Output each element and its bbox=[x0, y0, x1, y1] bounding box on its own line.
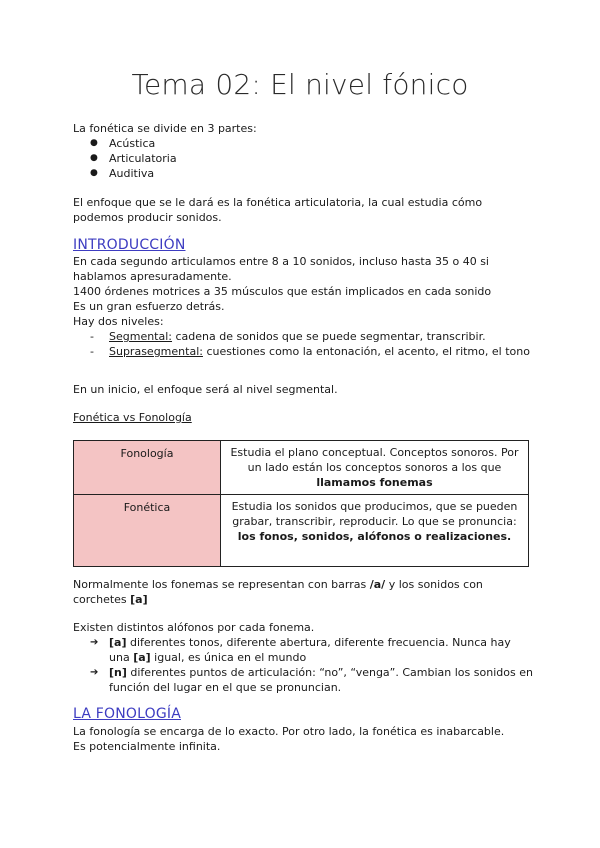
description-cell bbox=[221, 441, 529, 495]
section-heading-fonologia: LA FONOLOGÍA bbox=[73, 706, 181, 722]
level-text: cadena de sonidos que se puede segmentar, transcribir. bbox=[172, 330, 486, 343]
level-text: cuestiones como la entonación, el acento, el ritmo, el tono bbox=[202, 345, 530, 358]
text-line: La fonología se encarga de lo exacto. Por otro lado, la fonética es inabarcable. bbox=[73, 725, 505, 738]
text-line: Es potencialmente infinita. bbox=[73, 740, 221, 753]
item-text: diferentes tonos, diferente abertura, diferente frecuencia. Nunca hay una bbox=[109, 636, 511, 664]
intro-block bbox=[73, 121, 533, 181]
cell-text: Estudia el plano conceptual. Conceptos sonoros. Por un lado están los conceptos sonoros a los que bbox=[230, 446, 519, 474]
list-item: ● Auditiva bbox=[73, 166, 533, 181]
sound-symbol: [a] bbox=[109, 636, 127, 649]
allophones-lead: Existen distintos alófonos por cada fonema. bbox=[73, 621, 315, 634]
term-cell: Fonología bbox=[74, 441, 221, 495]
parts-list bbox=[73, 136, 533, 181]
focus-paragraph bbox=[73, 195, 533, 225]
sound-symbol: [a] bbox=[130, 593, 148, 606]
cell-text: Estudia los sonidos que producimos, que se pueden grabar, transcribir, reproducir. Lo que se pronuncia: bbox=[231, 500, 518, 528]
notation-text: y los sonidos con bbox=[385, 578, 483, 591]
list-item bbox=[73, 635, 533, 665]
allophones-block bbox=[73, 620, 533, 695]
text-line: 1400 órdenes motrices a 35 músculos que están implicados en cada sonido bbox=[73, 285, 492, 298]
list-item bbox=[73, 344, 533, 359]
text-line: podemos producir sonidos. bbox=[73, 211, 222, 224]
list-item bbox=[73, 329, 533, 344]
section-heading-introduccion: INTRODUCCIÓN bbox=[73, 237, 186, 253]
cell-bold-text: los fonos, sonidos, alófonos o realizaciones. bbox=[237, 530, 512, 543]
allophones-list bbox=[73, 635, 533, 695]
levels-list bbox=[73, 329, 533, 359]
text-line bbox=[73, 592, 533, 607]
phoneme-symbol: /a/ bbox=[369, 578, 386, 591]
page-title: Tema 02: El nivel fónico bbox=[131, 68, 469, 101]
list-item: ● Articulatoria bbox=[73, 151, 533, 166]
text-line: Hay dos niveles: bbox=[73, 315, 164, 328]
table-row bbox=[74, 441, 529, 495]
cell-bold-text: llamamos fonemas bbox=[316, 476, 433, 489]
term-cell: Fonética bbox=[74, 495, 221, 567]
text-line: Es un gran esfuerzo detrás. bbox=[73, 300, 225, 313]
level-term: Suprasegmental: bbox=[109, 345, 203, 358]
sound-symbol: [a] bbox=[133, 651, 151, 664]
table-row bbox=[74, 495, 529, 567]
description-cell bbox=[221, 495, 529, 567]
text-line bbox=[73, 577, 533, 592]
item-text: igual, es única en el mundo bbox=[150, 651, 307, 664]
text-line: En un inicio, el enfoque será al nivel segmental. bbox=[73, 383, 338, 396]
text-line: En cada segundo articulamos entre 8 a 10 sonidos, incluso hasta 35 o 40 si bbox=[73, 255, 489, 268]
notation-text: corchetes bbox=[73, 593, 131, 606]
fonologia-block bbox=[73, 724, 533, 754]
comparison-heading: Fonética vs Fonología bbox=[73, 411, 192, 424]
item-text: diferentes puntos de articulación: “no”, “venga”. Cambian los sonidos en función del lugar en el que se pronuncian. bbox=[109, 666, 533, 694]
notation-text: Normalmente los fonemas se representan con barras bbox=[73, 578, 370, 591]
closing-line bbox=[73, 382, 533, 397]
text-line: El enfoque que se le dará es la fonética articulatoria, la cual estudia cómo bbox=[73, 196, 483, 209]
comparison-table bbox=[73, 440, 529, 567]
text-line: hablamos apresuradamente. bbox=[73, 270, 232, 283]
list-item: ● Acústica bbox=[73, 136, 533, 151]
introduccion-block bbox=[73, 254, 533, 359]
intro-lead: La fonética se divide en 3 partes: bbox=[73, 122, 257, 135]
list-item bbox=[73, 665, 533, 695]
sound-symbol: [n] bbox=[109, 666, 127, 679]
notation-paragraph bbox=[73, 577, 533, 607]
level-term: Segmental: bbox=[109, 330, 173, 343]
